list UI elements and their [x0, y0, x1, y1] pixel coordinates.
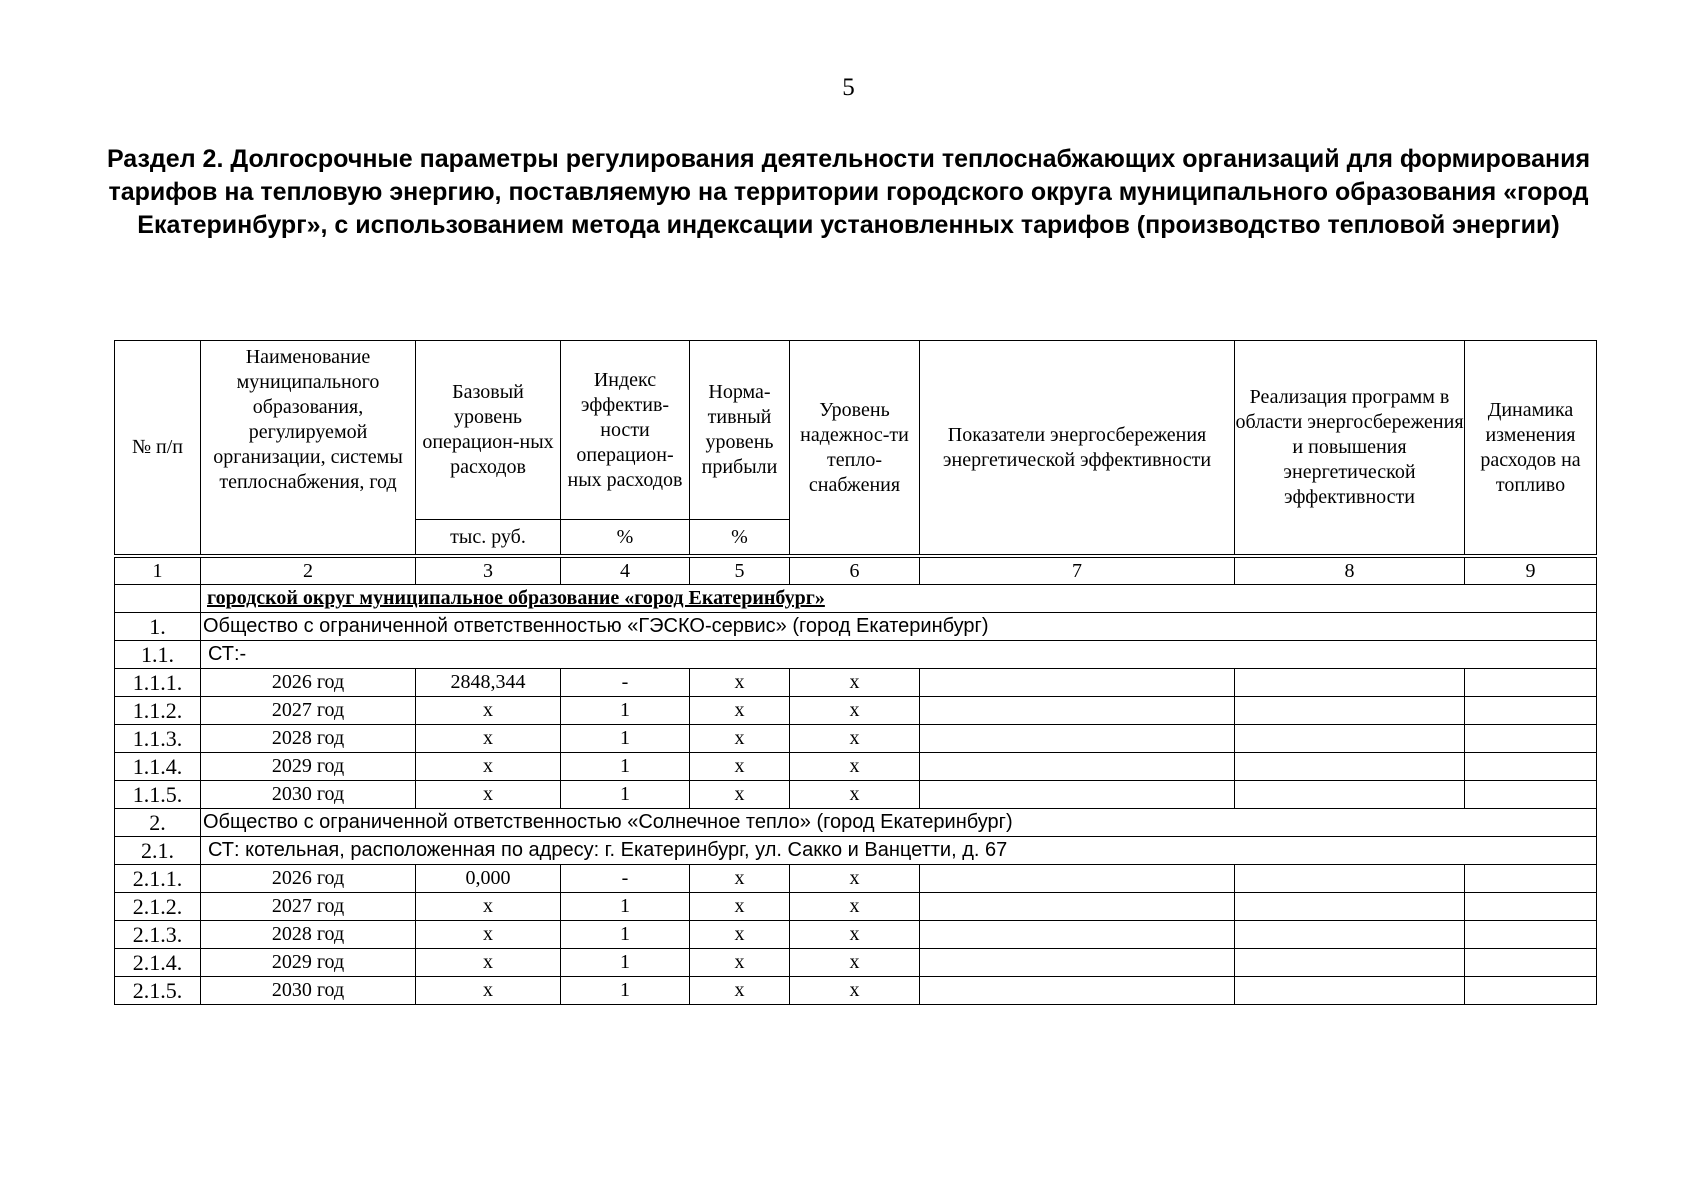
header-reliability: Уровень надежнос-ти тепло-снабжения — [790, 341, 920, 555]
reliability-cell: x — [790, 725, 920, 753]
unit-efficiency-index: % — [561, 520, 690, 555]
energy-saving-cell — [920, 697, 1235, 725]
region-row — [115, 585, 1597, 613]
parameters-table — [114, 340, 1597, 1005]
row-number: 2.1.5. — [115, 977, 201, 1005]
profit-level-cell: x — [690, 781, 790, 809]
column-numbers-row — [115, 558, 1597, 585]
profit-level-cell: x — [690, 697, 790, 725]
efficiency-index-cell: 1 — [561, 921, 690, 949]
column-number: 9 — [1465, 558, 1597, 585]
efficiency-index-cell: 1 — [561, 977, 690, 1005]
profit-level-cell: x — [690, 977, 790, 1005]
fuel-dynamics-cell — [1465, 921, 1597, 949]
year-row — [115, 725, 1597, 753]
year-cell: 2028 год — [201, 725, 416, 753]
year-cell: 2027 год — [201, 697, 416, 725]
row-number: 1.1.5. — [115, 781, 201, 809]
energy-saving-cell — [920, 753, 1235, 781]
fuel-dynamics-cell — [1465, 977, 1597, 1005]
profit-level-cell: x — [690, 893, 790, 921]
year-row — [115, 753, 1597, 781]
profit-level-cell: x — [690, 753, 790, 781]
profit-level-cell: x — [690, 921, 790, 949]
fuel-dynamics-cell — [1465, 725, 1597, 753]
row-number: 2. — [115, 809, 201, 837]
row-number: 1.1. — [115, 641, 201, 669]
header-base-opex: Базовый уровень операцион-ных расходов — [416, 341, 561, 520]
base-opex-cell: x — [416, 781, 561, 809]
programs-cell — [1235, 725, 1465, 753]
reliability-cell: x — [790, 781, 920, 809]
row-number: 2.1.4. — [115, 949, 201, 977]
programs-cell — [1235, 697, 1465, 725]
year-cell: 2028 год — [201, 921, 416, 949]
fuel-dynamics-cell — [1465, 949, 1597, 977]
column-number: 6 — [790, 558, 920, 585]
programs-cell — [1235, 865, 1465, 893]
system-row — [115, 837, 1597, 865]
efficiency-index-cell: 1 — [561, 725, 690, 753]
base-opex-cell: x — [416, 753, 561, 781]
year-row — [115, 669, 1597, 697]
header-fuel-dynamics: Динамика изменения расходов на топливо — [1465, 341, 1597, 555]
year-cell: 2027 год — [201, 893, 416, 921]
base-opex-cell: x — [416, 921, 561, 949]
header-efficiency-index: Индекс эффектив-ности операцион-ных расходов — [561, 341, 690, 520]
column-number: 2 — [201, 558, 416, 585]
programs-cell — [1235, 921, 1465, 949]
profit-level-cell: x — [690, 669, 790, 697]
column-number: 5 — [690, 558, 790, 585]
year-row — [115, 781, 1597, 809]
reliability-cell: x — [790, 753, 920, 781]
profit-level-cell: x — [690, 949, 790, 977]
reliability-cell: x — [790, 949, 920, 977]
efficiency-index-cell: 1 — [561, 949, 690, 977]
base-opex-cell: x — [416, 893, 561, 921]
row-number: 2.1.2. — [115, 893, 201, 921]
unit-base-opex: тыс. руб. — [416, 520, 561, 555]
programs-cell — [1235, 977, 1465, 1005]
energy-saving-cell — [920, 865, 1235, 893]
organization-name: Общество с ограниченной ответственностью «ГЭСКО-сервис» (город Екатеринбург) — [201, 613, 1597, 641]
region-num-cell — [115, 585, 201, 613]
reliability-cell: x — [790, 865, 920, 893]
column-number: 7 — [920, 558, 1235, 585]
reliability-cell: x — [790, 669, 920, 697]
year-row — [115, 697, 1597, 725]
base-opex-cell: 0,000 — [416, 865, 561, 893]
year-row — [115, 865, 1597, 893]
heat-system-name: СТ: котельная, расположенная по адресу: г. Екатеринбург, ул. Сакко и Ванцетти, д. 67 — [201, 837, 1597, 865]
column-number: 8 — [1235, 558, 1465, 585]
base-opex-cell: 2848,344 — [416, 669, 561, 697]
row-number: 1.1.1. — [115, 669, 201, 697]
header-energy-saving: Показатели энергосбережения энергетической эффективности — [920, 341, 1235, 555]
page-number: 5 — [842, 74, 855, 101]
energy-saving-cell — [920, 977, 1235, 1005]
column-number: 1 — [115, 558, 201, 585]
reliability-cell: x — [790, 977, 920, 1005]
organization-name: Общество с ограниченной ответственностью «Солнечное тепло» (город Екатеринбург) — [201, 809, 1597, 837]
programs-cell — [1235, 949, 1465, 977]
year-row — [115, 921, 1597, 949]
fuel-dynamics-cell — [1465, 753, 1597, 781]
year-cell: 2030 год — [201, 781, 416, 809]
programs-cell — [1235, 669, 1465, 697]
base-opex-cell: x — [416, 725, 561, 753]
row-number: 1.1.3. — [115, 725, 201, 753]
row-number: 2.1.3. — [115, 921, 201, 949]
year-cell: 2026 год — [201, 865, 416, 893]
year-cell: 2029 год — [201, 949, 416, 977]
unit-profit-level: % — [690, 520, 790, 555]
year-cell: 2026 год — [201, 669, 416, 697]
header-programs: Реализация программ в области энергосбережения и повышения энергетической эффективности — [1235, 341, 1465, 555]
energy-saving-cell — [920, 669, 1235, 697]
programs-cell — [1235, 893, 1465, 921]
energy-saving-cell — [920, 949, 1235, 977]
column-number: 3 — [416, 558, 561, 585]
row-number: 2.1. — [115, 837, 201, 865]
fuel-dynamics-cell — [1465, 865, 1597, 893]
fuel-dynamics-cell — [1465, 669, 1597, 697]
year-row — [115, 977, 1597, 1005]
header-name: Наименование муниципального образования, регулируемой организации, системы теплоснабжения, год — [201, 341, 416, 555]
row-number: 1.1.2. — [115, 697, 201, 725]
header-num: № п/п — [115, 341, 201, 555]
reliability-cell: x — [790, 697, 920, 725]
base-opex-cell: x — [416, 697, 561, 725]
efficiency-index-cell: 1 — [561, 753, 690, 781]
section-title: Раздел 2. Долгосрочные параметры регулирования деятельности теплоснабжающих организаций для формирования тарифов на тепловую энергию, поставляемую на территории городского округа муниципального образования «город Екатеринбург», с использованием метода индексации установленных тарифов (производство тепловой энергии) — [106, 145, 1591, 239]
efficiency-index-cell: - — [561, 669, 690, 697]
programs-cell — [1235, 781, 1465, 809]
row-number: 2.1.1. — [115, 865, 201, 893]
year-cell: 2029 год — [201, 753, 416, 781]
year-row — [115, 893, 1597, 921]
heat-system-name: СТ:- — [201, 641, 1597, 669]
fuel-dynamics-cell — [1465, 893, 1597, 921]
energy-saving-cell — [920, 921, 1235, 949]
header-profit-level: Норма-тивный уровень прибыли — [690, 341, 790, 520]
header-row — [115, 341, 1597, 520]
year-cell: 2030 год — [201, 977, 416, 1005]
efficiency-index-cell: 1 — [561, 697, 690, 725]
efficiency-index-cell: - — [561, 865, 690, 893]
reliability-cell: x — [790, 893, 920, 921]
energy-saving-cell — [920, 725, 1235, 753]
energy-saving-cell — [920, 781, 1235, 809]
column-number: 4 — [561, 558, 690, 585]
system-row — [115, 641, 1597, 669]
row-number: 1.1.4. — [115, 753, 201, 781]
reliability-cell: x — [790, 921, 920, 949]
row-number: 1. — [115, 613, 201, 641]
fuel-dynamics-cell — [1465, 781, 1597, 809]
base-opex-cell: x — [416, 949, 561, 977]
programs-cell — [1235, 753, 1465, 781]
profit-level-cell: x — [690, 865, 790, 893]
efficiency-index-cell: 1 — [561, 893, 690, 921]
organization-row — [115, 809, 1597, 837]
region-name: городской округ муниципальное образование «город Екатеринбург» — [201, 585, 1597, 613]
base-opex-cell: x — [416, 977, 561, 1005]
efficiency-index-cell: 1 — [561, 781, 690, 809]
profit-level-cell: x — [690, 725, 790, 753]
year-row — [115, 949, 1597, 977]
fuel-dynamics-cell — [1465, 697, 1597, 725]
organization-row — [115, 613, 1597, 641]
energy-saving-cell — [920, 893, 1235, 921]
